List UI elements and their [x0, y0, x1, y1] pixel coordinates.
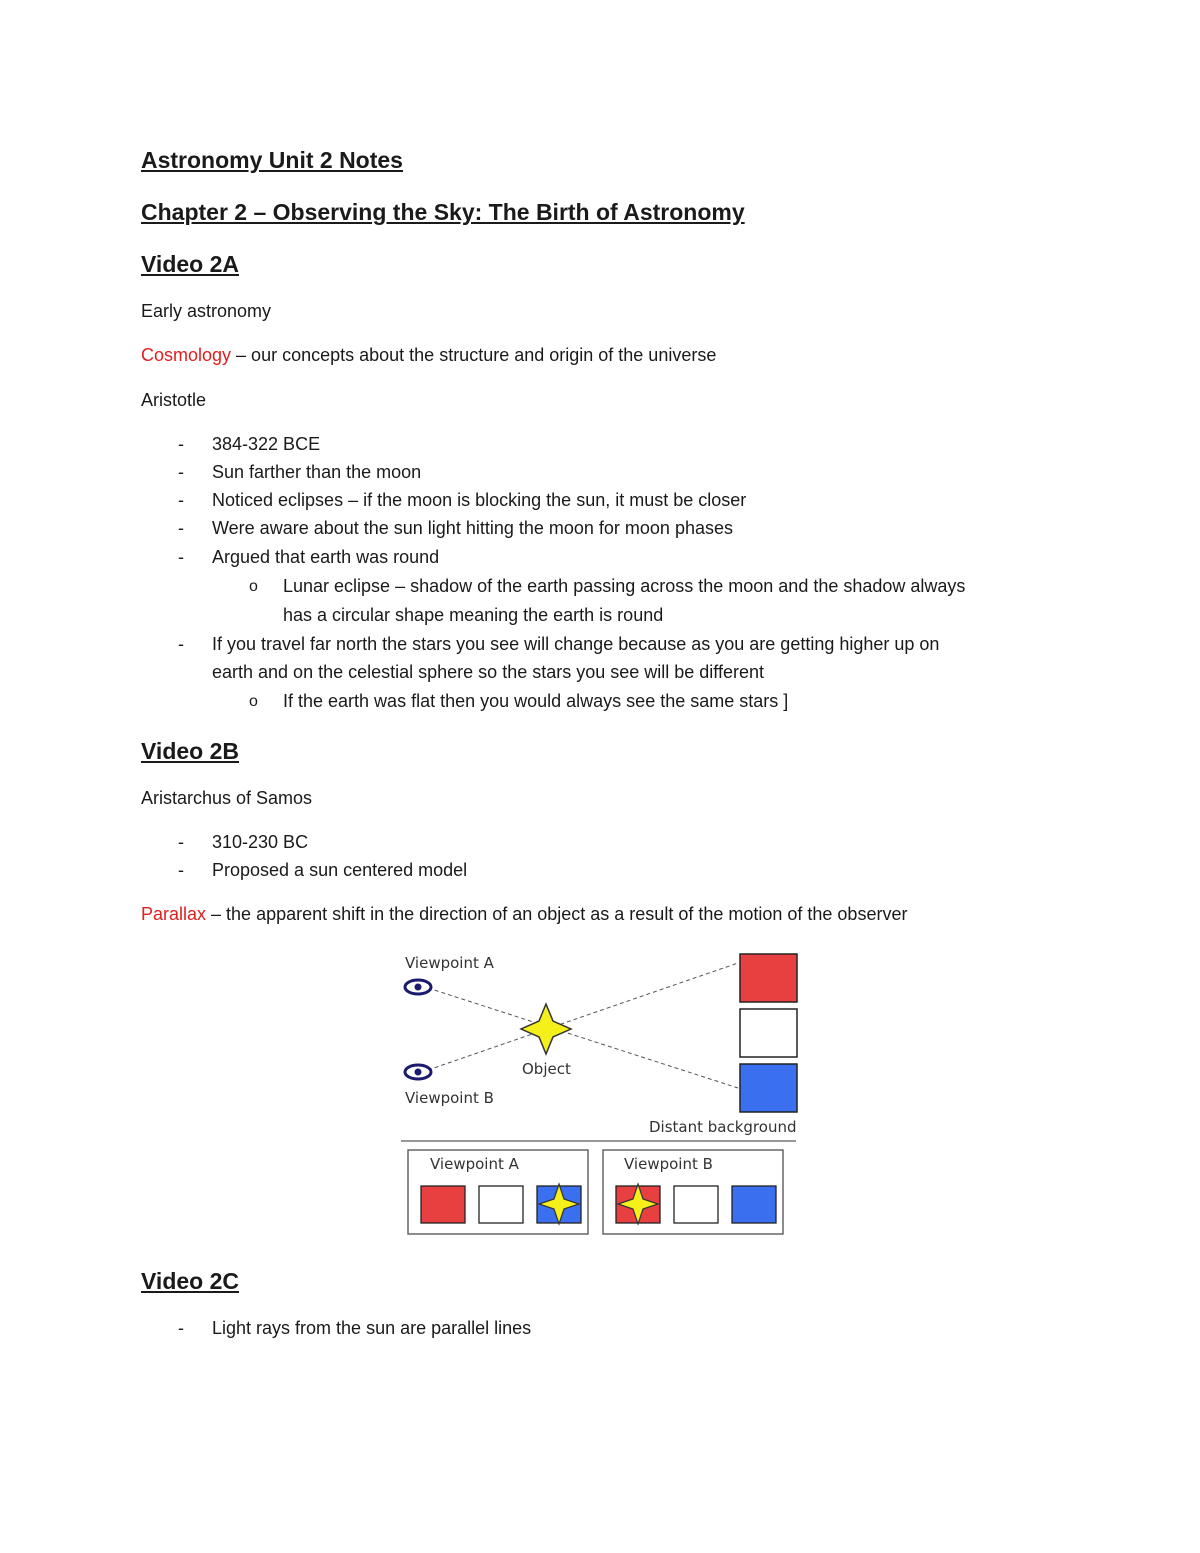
panel-b-blue-square — [732, 1186, 776, 1223]
parallax-diagram — [398, 948, 808, 1240]
panel-b-white-square — [674, 1186, 718, 1223]
bullet-dash: - — [178, 462, 184, 482]
bullet-dash: - — [178, 547, 184, 567]
list-item: Light rays from the sun are parallel lines — [212, 1318, 532, 1338]
eye-icon — [405, 1065, 431, 1079]
panel-a-white-square — [479, 1186, 523, 1223]
background-white-square — [740, 1009, 797, 1057]
list-item-continued: earth and on the celestial sphere so the stars you see will be different — [212, 662, 764, 682]
eye-icon — [405, 980, 431, 994]
bullet-dash: - — [178, 634, 184, 654]
parallax-text: – the apparent shift in the direction of an object as a result of the motion of the observer — [206, 904, 908, 924]
viewpoint-a-label: Viewpoint A — [405, 954, 494, 972]
bullet-dash: - — [178, 518, 184, 538]
background-blue-square — [740, 1064, 797, 1112]
bullet-dash: - — [178, 434, 184, 454]
bullet-dash: - — [178, 860, 184, 880]
parallax-definition — [141, 903, 907, 925]
list-item: Proposed a sun centered model — [212, 860, 468, 880]
list-item: If you travel far north the stars you see will change because as you are getting higher up on — [212, 634, 940, 654]
viewpoint-b-label: Viewpoint B — [405, 1089, 494, 1107]
bullet-dash: - — [178, 832, 184, 852]
video-2a-heading: Video 2A — [141, 251, 239, 277]
video-2c-heading: Video 2C — [141, 1268, 239, 1294]
chapter-heading: Chapter 2 – Observing the Sky: The Birth of Astronomy — [141, 199, 745, 225]
panel-b-label: Viewpoint B — [624, 1155, 713, 1173]
list-item: Sun farther than the moon — [212, 462, 422, 482]
cosmology-definition — [141, 344, 716, 366]
list-item: Argued that earth was round — [212, 547, 440, 567]
list-item: Noticed eclipses – if the moon is blocking the sun, it must be closer — [212, 490, 747, 510]
video-2b-heading: Video 2B — [141, 738, 239, 764]
sub-list-item-continued: has a circular shape meaning the earth is round — [283, 605, 664, 625]
aristarchus-label: Aristarchus of Samos — [141, 788, 313, 808]
cosmology-text: – our concepts about the structure and origin of the universe — [231, 345, 717, 365]
document-title: Astronomy Unit 2 Notes — [141, 147, 403, 173]
list-item: 384-322 BCE — [212, 434, 321, 454]
cosmology-term: Cosmology — [141, 345, 232, 365]
sight-line-b — [428, 963, 738, 1070]
list-item: Were aware about the sun light hitting the moon for moon phases — [212, 518, 733, 538]
list-item: 310-230 BC — [212, 832, 309, 852]
background-red-square — [740, 954, 797, 1002]
bullet-dash: - — [178, 490, 184, 510]
sight-line-a — [428, 988, 738, 1088]
panel-a-red-square — [421, 1186, 465, 1223]
bullet-o: o — [249, 693, 258, 710]
early-astronomy-text: Early astronomy — [141, 301, 272, 321]
bullet-dash: - — [178, 1318, 184, 1338]
bullet-o: o — [249, 578, 258, 595]
panel-a-label: Viewpoint A — [430, 1155, 519, 1173]
sub-list-item: Lunar eclipse – shadow of the earth passing across the moon and the shadow always — [283, 576, 966, 596]
object-label: Object — [522, 1060, 571, 1078]
distant-background-label: Distant background — [649, 1118, 797, 1136]
parallax-term: Parallax — [141, 904, 207, 924]
star-icon — [521, 1004, 571, 1054]
sub-list-item: If the earth was flat then you would always see the same stars ] — [283, 691, 789, 711]
aristotle-label: Aristotle — [141, 390, 207, 410]
